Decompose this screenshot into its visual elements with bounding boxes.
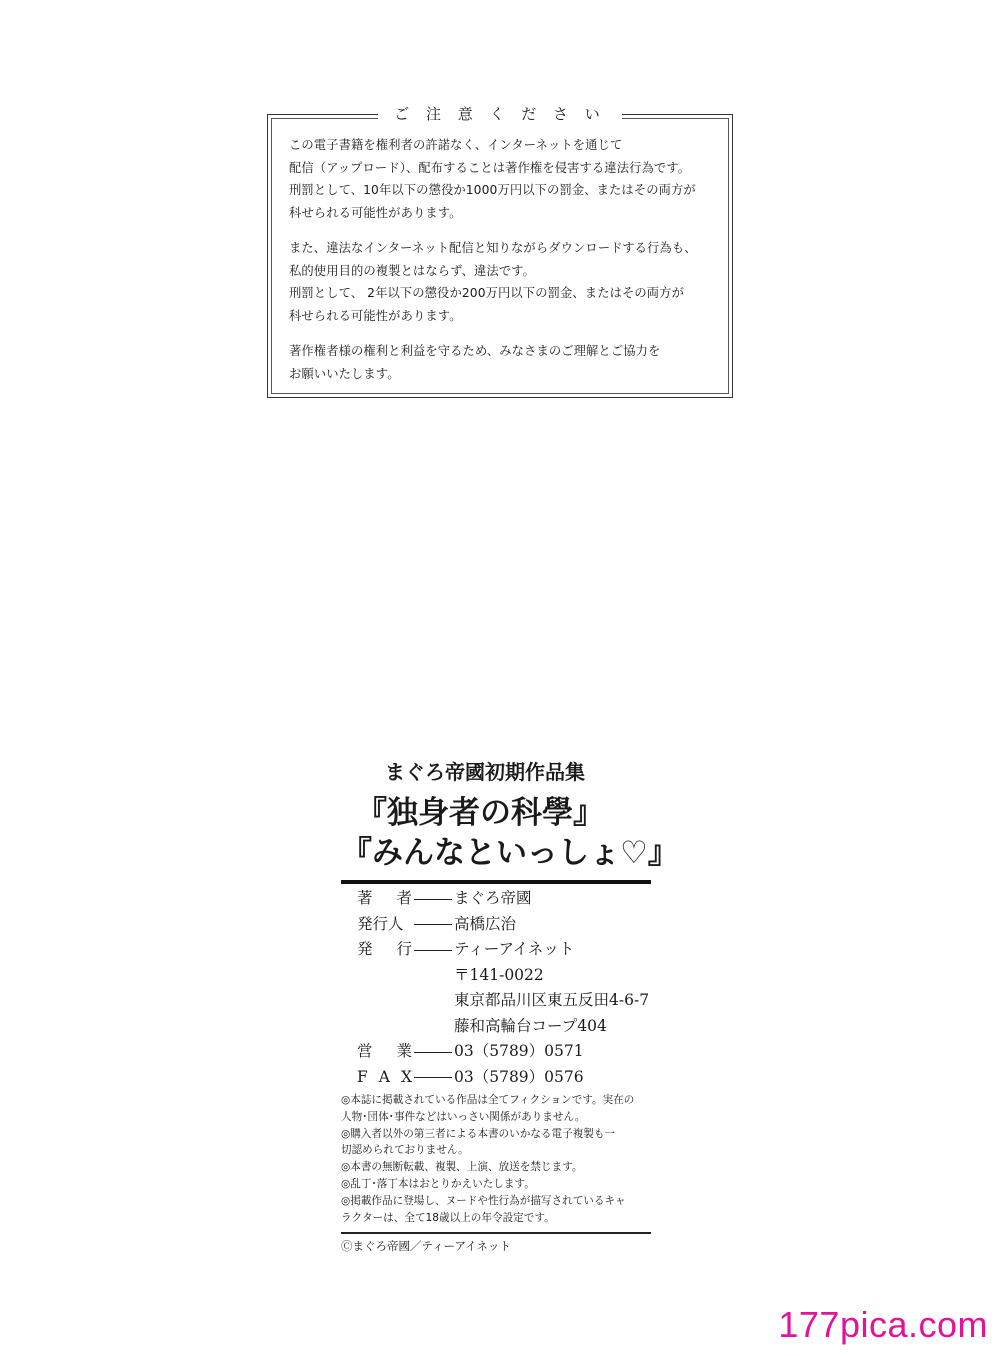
thick-rule: [341, 880, 651, 884]
note-line: 人物･団体･事件などはいっさい関係がありません。: [341, 1110, 586, 1123]
notice-title: ご 注 意 く だ さ い: [378, 102, 622, 126]
notice-line: 刑罰として、10年以下の懲役か1000万円以下の罰金、またはその両方が: [289, 183, 696, 197]
sales-phone: 03（5789）0571: [454, 1042, 584, 1060]
note-line: ◎購入者以外の第三者による本書のいかなる電子複製も一: [341, 1127, 616, 1140]
postal-code: 〒141-0022: [454, 965, 544, 984]
postal-row: [357, 963, 651, 989]
watermark-text: 177pica.com: [778, 1304, 988, 1345]
copyright-line: Ⓒまぐろ帝國／ティーアイネット: [341, 1239, 511, 1254]
leader-dash: [412, 886, 454, 912]
notice-box: [267, 105, 733, 398]
publisher-value: ティーアイネット: [454, 940, 575, 958]
note-line: 切認められておりません。: [341, 1144, 469, 1157]
notice-line: 科せられる可能性があります。: [289, 205, 462, 220]
notice-line: 配信（アップロード）、配布することは著作権を侵害する違法行為です。: [289, 160, 691, 175]
notice-paragraph-2: [289, 237, 720, 327]
leader-dash: [412, 1065, 454, 1091]
notice-line: 私的使用目的の複製とはならず、違法です。: [289, 263, 535, 278]
address-row-2: [357, 1014, 651, 1040]
address-line-2: 藤和高輪台コープ404: [454, 1016, 607, 1035]
book-title-2: 『みんなといっしょ♡』: [341, 835, 679, 871]
thin-rule: [341, 1232, 651, 1234]
address-line-1: 東京都品川区東五反田4-6-7: [454, 991, 650, 1009]
note-line: ラクターは、全て18歳以上の年令設定です。: [341, 1211, 555, 1224]
leader-dash: [412, 1039, 454, 1065]
legal-notes: [341, 1092, 651, 1226]
notice-line: 科せられる可能性があります。: [289, 308, 462, 323]
note-line: ◎掲載作品に登場し、ヌードや性行為が描写されているキャ: [341, 1194, 626, 1207]
notice-line: 刑罰として、 2年以下の懲役か200万円以下の罰金、またはその両方が: [289, 286, 684, 300]
fax-label: F A X: [357, 1067, 412, 1086]
notice-title-wrap: [268, 102, 732, 126]
address-row-1: [357, 988, 651, 1014]
publisher-label: 発 行: [357, 940, 412, 958]
publisher-person-value: 高橋広治: [454, 914, 517, 933]
author-row: [357, 886, 651, 912]
leader-dash: [412, 937, 454, 963]
notice-line: この電子書籍を権利者の許諾なく、インターネットを通じて: [289, 138, 623, 152]
author-label: 著 者: [357, 889, 412, 907]
publisher-row: [357, 937, 651, 963]
sales-row: [357, 1039, 651, 1065]
author-value: まぐろ帝國: [454, 889, 532, 907]
note-line: ◎本誌に掲載されている作品は全てフィクションです。実在の: [341, 1094, 635, 1106]
notice-paragraph-3: [289, 340, 720, 385]
fax-row: [357, 1065, 651, 1091]
notice-line: 著作権者様の権利と利益を守るため、みなさまのご理解とご協力を: [289, 344, 661, 358]
series-title: まぐろ帝國初期作品集: [385, 760, 585, 784]
colophon: [341, 757, 679, 1255]
note-line: ◎乱丁･落丁本はおとりかえいたします。: [341, 1177, 535, 1190]
notice-paragraph-1: [289, 134, 720, 224]
fax-number: 03（5789）0576: [454, 1067, 584, 1086]
sales-label: 営 業: [357, 1042, 412, 1060]
publication-info: [357, 886, 651, 1090]
notice-line: また、違法なインターネット配信と知りながらダウンロードする行為も、: [289, 241, 697, 255]
book-title-1: 『独身者の科學』: [356, 795, 604, 831]
leader-dash: [412, 912, 454, 938]
publisher-person-label: 発行人: [357, 914, 404, 933]
notice-body: [289, 134, 720, 398]
publisher-person-row: [357, 912, 651, 938]
note-line: ◎本書の無断転載、複製、上演、放送を禁じます。: [341, 1161, 583, 1174]
notice-line: お願いいたします。: [289, 366, 400, 381]
